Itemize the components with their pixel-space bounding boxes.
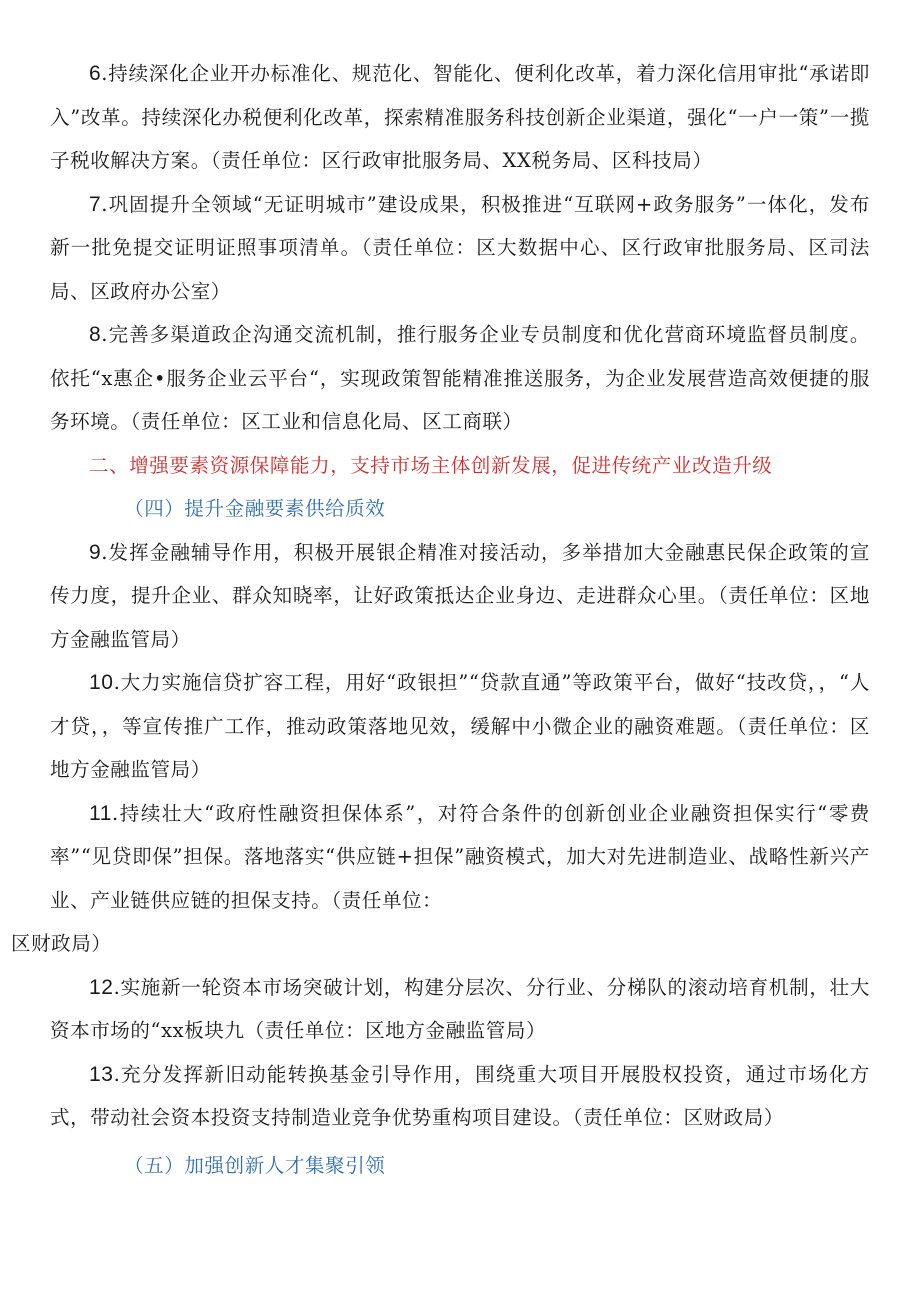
list-item-10 <box>50 661 870 792</box>
list-item-12 <box>50 966 870 1053</box>
item-text: .发挥金融辅导作用，积极开展银企精准对接活动，多举措加大金融惠民保企政策的宣传力度，提升企业、群众知晓率，让好政策抵达企业身边、走进群众心里。（责任单位：区地方金融监管局） <box>50 540 870 651</box>
item-text: .持续壮大“政府性融资担保体系”，对符合条件的创新创业企业融资担保实行“零费率”“见贷即保”担保。落地落实“供应链+担保”融资模式，加大对先进制造业、战略性新兴产业、产业链供应链的担保支持。（责任单位： <box>50 801 870 912</box>
document-page <box>11 52 870 1187</box>
list-item-13 <box>50 1053 870 1140</box>
list-item-6 <box>50 52 870 183</box>
list-item-7 <box>50 183 870 314</box>
item-text: .巩固提升全领域“无证明城市”建设成果，积极推进“互联网+政务服务”一体化，发布新一批免提交证明证照事项清单。（责任单位：区大数据中心、区行政审批服务局、区司法局、区政府办公室） <box>50 192 870 303</box>
item-text: .大力实施信贷扩容工程，用好“政银担”“贷款直通”等政策平台，做好“技改贷，，“人才贷，，等宣传推广工作，推动政策落地见效，缓解中小微企业的融资难题。（责任单位：区地方金融监管局） <box>50 671 870 781</box>
subheading-talent: （五）加强创新人才集聚引领 <box>124 1153 386 1177</box>
item-number: 13 <box>89 1062 114 1086</box>
item-number: 10 <box>89 671 114 694</box>
list-item-11 <box>11 792 870 966</box>
subheading-finance: （四）提升金融要素供给质效 <box>124 497 386 520</box>
item-number: 11 <box>89 801 112 825</box>
list-item-8 <box>50 313 870 444</box>
item-text: .完善多渠道政企沟通交流机制，推行服务企业专员制度和优化营商环境监督员制度。依托“x惠企•服务企业云平台“，实现政策智能精准推送服务，为企业发展营造高效便捷的服务环境。（责任单位：区工业和信息化局、区工商联） <box>50 323 870 433</box>
item-number: 9 <box>89 540 102 564</box>
list-item-9 <box>50 531 870 662</box>
item-number: 6 <box>89 62 102 85</box>
item-text: .实施新一轮资本市场突破计划，构建分层次、分行业、分梯队的滚动培育机制，壮大资本市场的“xx板块九（责任单位：区地方金融监管局） <box>50 975 870 1042</box>
item-text-tail: 区财政局） <box>11 932 112 955</box>
item-text: .充分发挥新旧动能转换基金引导作用，围绕重大项目开展股权投资，通过市场化方式，带动社会资本投资支持制造业竞争优势重构项目建设。（责任单位：区财政局） <box>50 1062 870 1129</box>
item-text: .持续深化企业开办标准化、规范化、智能化、便利化改革，着力深化信用审批“承诺即入”改革。持续深化办税便利化改革，探索精准服务科技创新企业渠道，强化“一户一策”一揽子税收解决方案。（责任单位：区行政审批服务局、XX税务局、区科技局） <box>50 62 870 172</box>
section-heading: 二、增强要素资源保障能力，支持市场主体创新发展，促进传统产业改造升级 <box>89 453 773 477</box>
item-number: 7 <box>89 192 102 216</box>
item-number: 12 <box>89 975 114 999</box>
item-number: 8 <box>89 323 102 346</box>
